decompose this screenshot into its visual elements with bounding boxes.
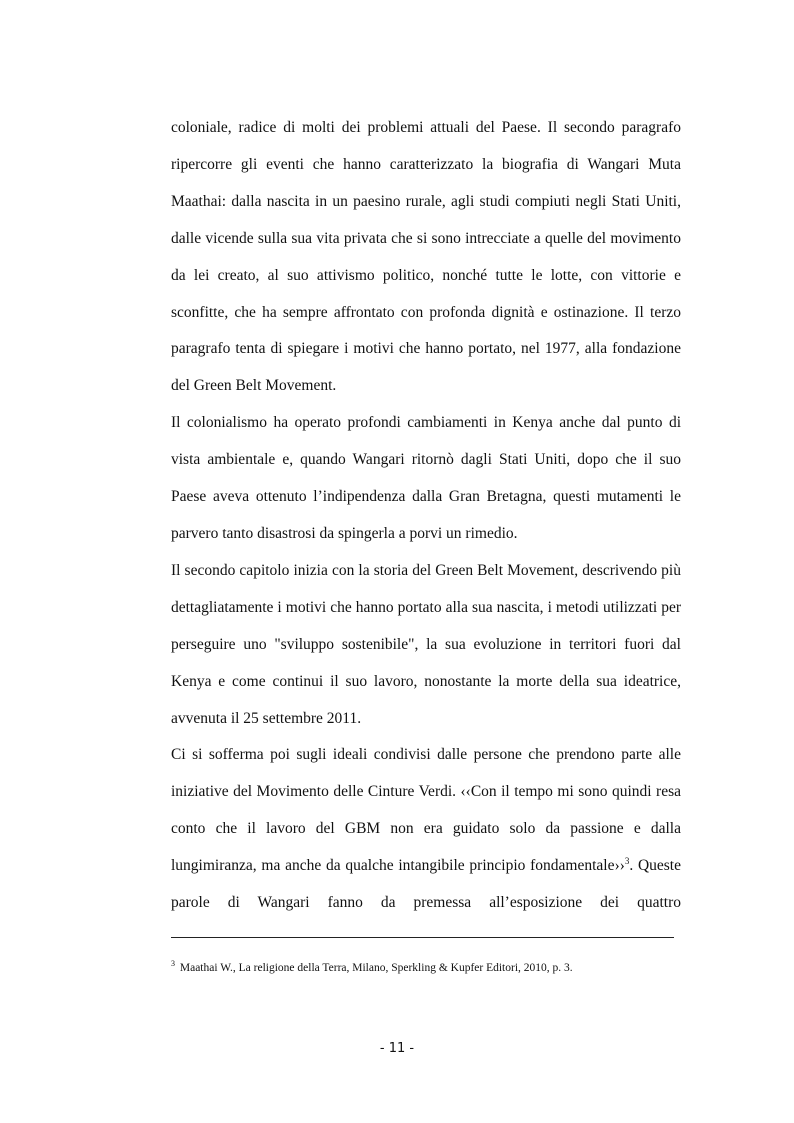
body-text (171, 110, 681, 922)
paragraph-1: coloniale, radice di molti dei problemi attuali del Paese. Il secondo paragrafo ripercorre gli eventi che hanno caratterizzato la biografia di Wangari Muta Maathai: dalla nascita in un paesino rurale, agli studi compiuti negli Stati Uniti, dalle vicende sulla sua vita privata che si sono intrecciate a quelle del movimento da lei creato, al suo attivismo politico, nonché tutte le lotte, con vittorie e sconfitte, che ha sempre affrontato con profonda dignità e ostinazione. Il terzo paragrafo tenta di spiegare i motivi che hanno portato, nel 1977, alla fondazione del Green Belt Movement. (171, 119, 681, 395)
footnote (171, 960, 691, 976)
paragraph-4 (171, 737, 681, 922)
footnote-text: Maathai W., La religione della Terra, Milano, Sperkling & Kupfer Editori, 2010, p. 3. (179, 962, 573, 974)
paragraph-4-text: Ci si sofferma poi sugli ideali condivisi dalle persone che prendono parte alle iniziative del Movimento delle Cinture Verdi. ‹‹Con il tempo mi sono quindi resa conto che il lavoro del GBM non era guidato solo da passione e dalla lungimiranza, ma anche da qualche intangibile principio fondamentale›› (171, 746, 681, 875)
paragraph-4-continuation: . Queste parole di Wangari fanno da premessa all’esposizione dei quattro (171, 857, 681, 912)
footnote-marker: 3 (171, 959, 175, 969)
paragraph-2: Il colonialismo ha operato profondi cambiamenti in Kenya anche dal punto di vista ambientale e, quando Wangari ritornò dagli Stati Uniti, dopo che il suo Paese aveva ottenuto l’indipendenza dalla Gran Bretagna, questi mutamenti le parvero tanto disastrosi da spingerla a porvi un rimedio. (171, 414, 681, 542)
footnote-reference[interactable]: 3 (624, 855, 630, 866)
page-number: - 11 - (379, 1041, 415, 1056)
paragraph-3: Il secondo capitolo inizia con la storia del Green Belt Movement, descrivendo più dettagliatamente i motivi che hanno portato alla sua nascita, i metodi utilizzati per perseguire uno "sviluppo sostenibile", la sua evoluzione in territori fuori dal Kenya e come continui il suo lavoro, nonostante la morte della sua ideatrice, avvenuta il 25 settembre 2011. (171, 561, 681, 727)
footnote-separator (171, 937, 674, 938)
